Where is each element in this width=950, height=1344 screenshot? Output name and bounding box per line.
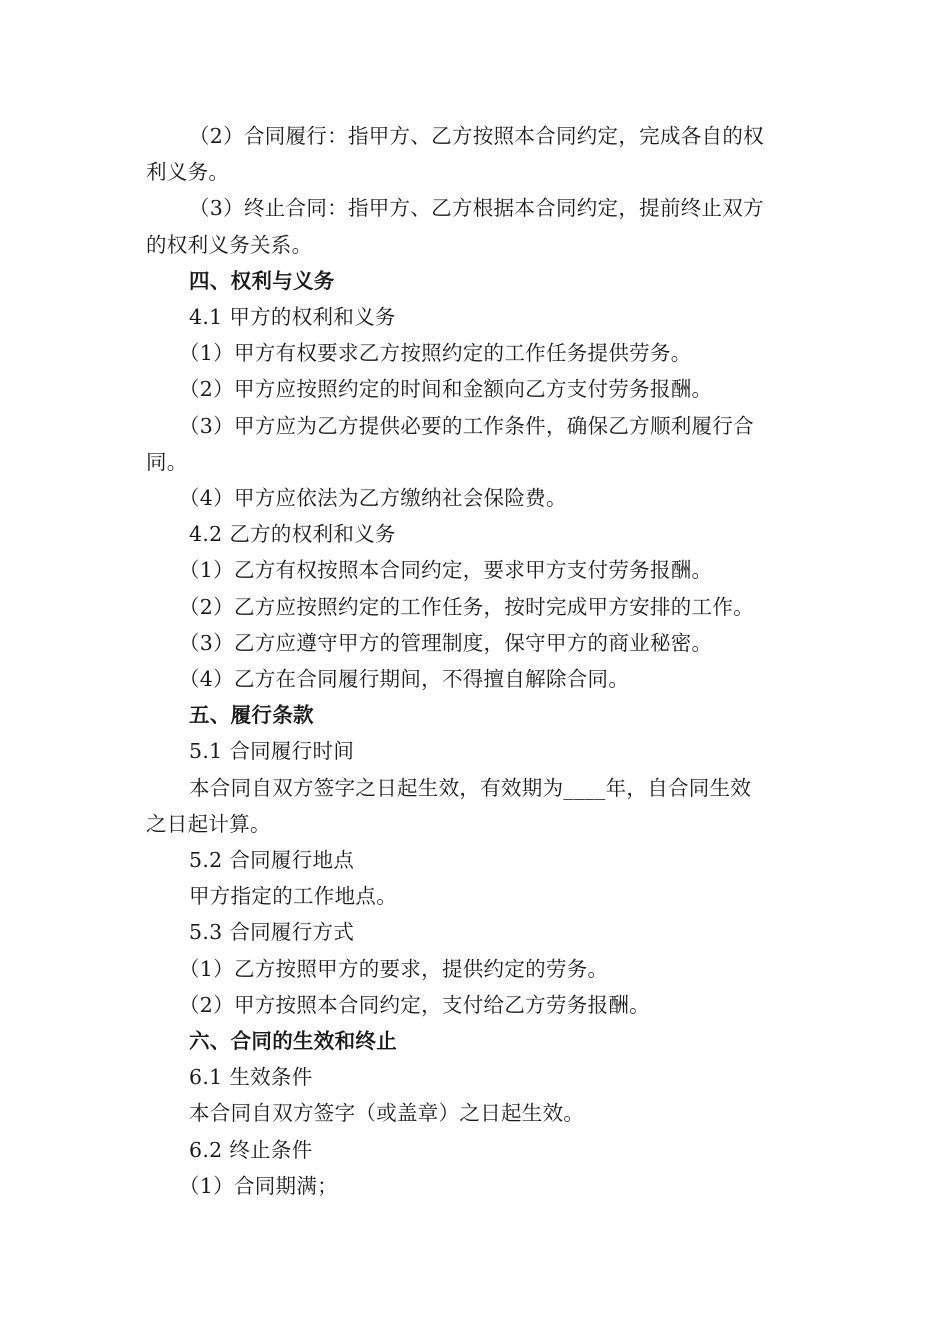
subsection-heading: 5.1 合同履行时间 <box>189 739 355 764</box>
section-heading: 五、履行条款 <box>189 703 314 728</box>
clause-text-continuation: 利义务。 <box>146 160 230 185</box>
clause-text: （2）甲方应按照约定的时间和金额向乙方支付劳务报酬。 <box>179 377 713 402</box>
clause-text: （4）甲方应依法为乙方缴纳社会保险费。 <box>179 486 567 511</box>
clause-text: 本合同自双方签字（或盖章）之日起生效。 <box>189 1101 585 1126</box>
clause-text: （3）乙方应遵守甲方的管理制度，保守甲方的商业秘密。 <box>179 630 713 655</box>
clause-text: （2）合同履行：指甲方、乙方按照本合同约定，完成各自的权 <box>189 124 764 148</box>
section-heading: 六、合同的生效和终止 <box>189 1029 397 1054</box>
clause-text: （1）甲方有权要求乙方按照约定的工作任务提供劳务。 <box>179 341 692 366</box>
subsection-heading: 6.2 终止条件 <box>189 1137 313 1162</box>
subsection-heading: 5.3 合同履行方式 <box>189 920 355 945</box>
clause-text: （4）乙方在合同履行期间，不得擅自解除合同。 <box>179 667 630 692</box>
clause-text-continuation: 之日起计算。 <box>146 811 271 836</box>
clause-text: （2）甲方按照本合同约定，支付给乙方劳务报酬。 <box>179 992 650 1017</box>
subsection-heading: 4.1 甲方的权利和义务 <box>189 305 396 330</box>
subsection-heading: 5.2 合同履行地点 <box>189 848 355 873</box>
clause-text: （2）乙方应按照约定的工作任务，按时完成甲方安排的工作。 <box>179 594 754 619</box>
clause-text: （3）终止合同：指甲方、乙方根据本合同约定，提前终止双方 <box>189 196 764 221</box>
clause-text: （3）甲方应为乙方提供必要的工作条件，确保乙方顺利履行合 <box>179 413 754 438</box>
clause-text: 本合同自双方签字之日起生效，有效期为____年，自合同生效 <box>189 775 752 800</box>
clause-text-continuation: 的权利义务关系。 <box>146 232 313 257</box>
clause-text-continuation: 同。 <box>146 449 188 474</box>
document-body <box>146 118 810 1204</box>
clause-text: 甲方指定的工作地点。 <box>189 884 397 909</box>
clause-text: （1）合同期满； <box>179 1173 338 1198</box>
clause-text: （1）乙方有权按照本合同约定，要求甲方支付劳务报酬。 <box>179 558 713 583</box>
subsection-heading: 4.2 乙方的权利和义务 <box>189 522 396 547</box>
clause-text: （1）乙方按照甲方的要求，提供约定的劳务。 <box>179 956 609 981</box>
section-heading: 四、权利与义务 <box>189 268 335 293</box>
subsection-heading: 6.1 生效条件 <box>189 1065 313 1090</box>
